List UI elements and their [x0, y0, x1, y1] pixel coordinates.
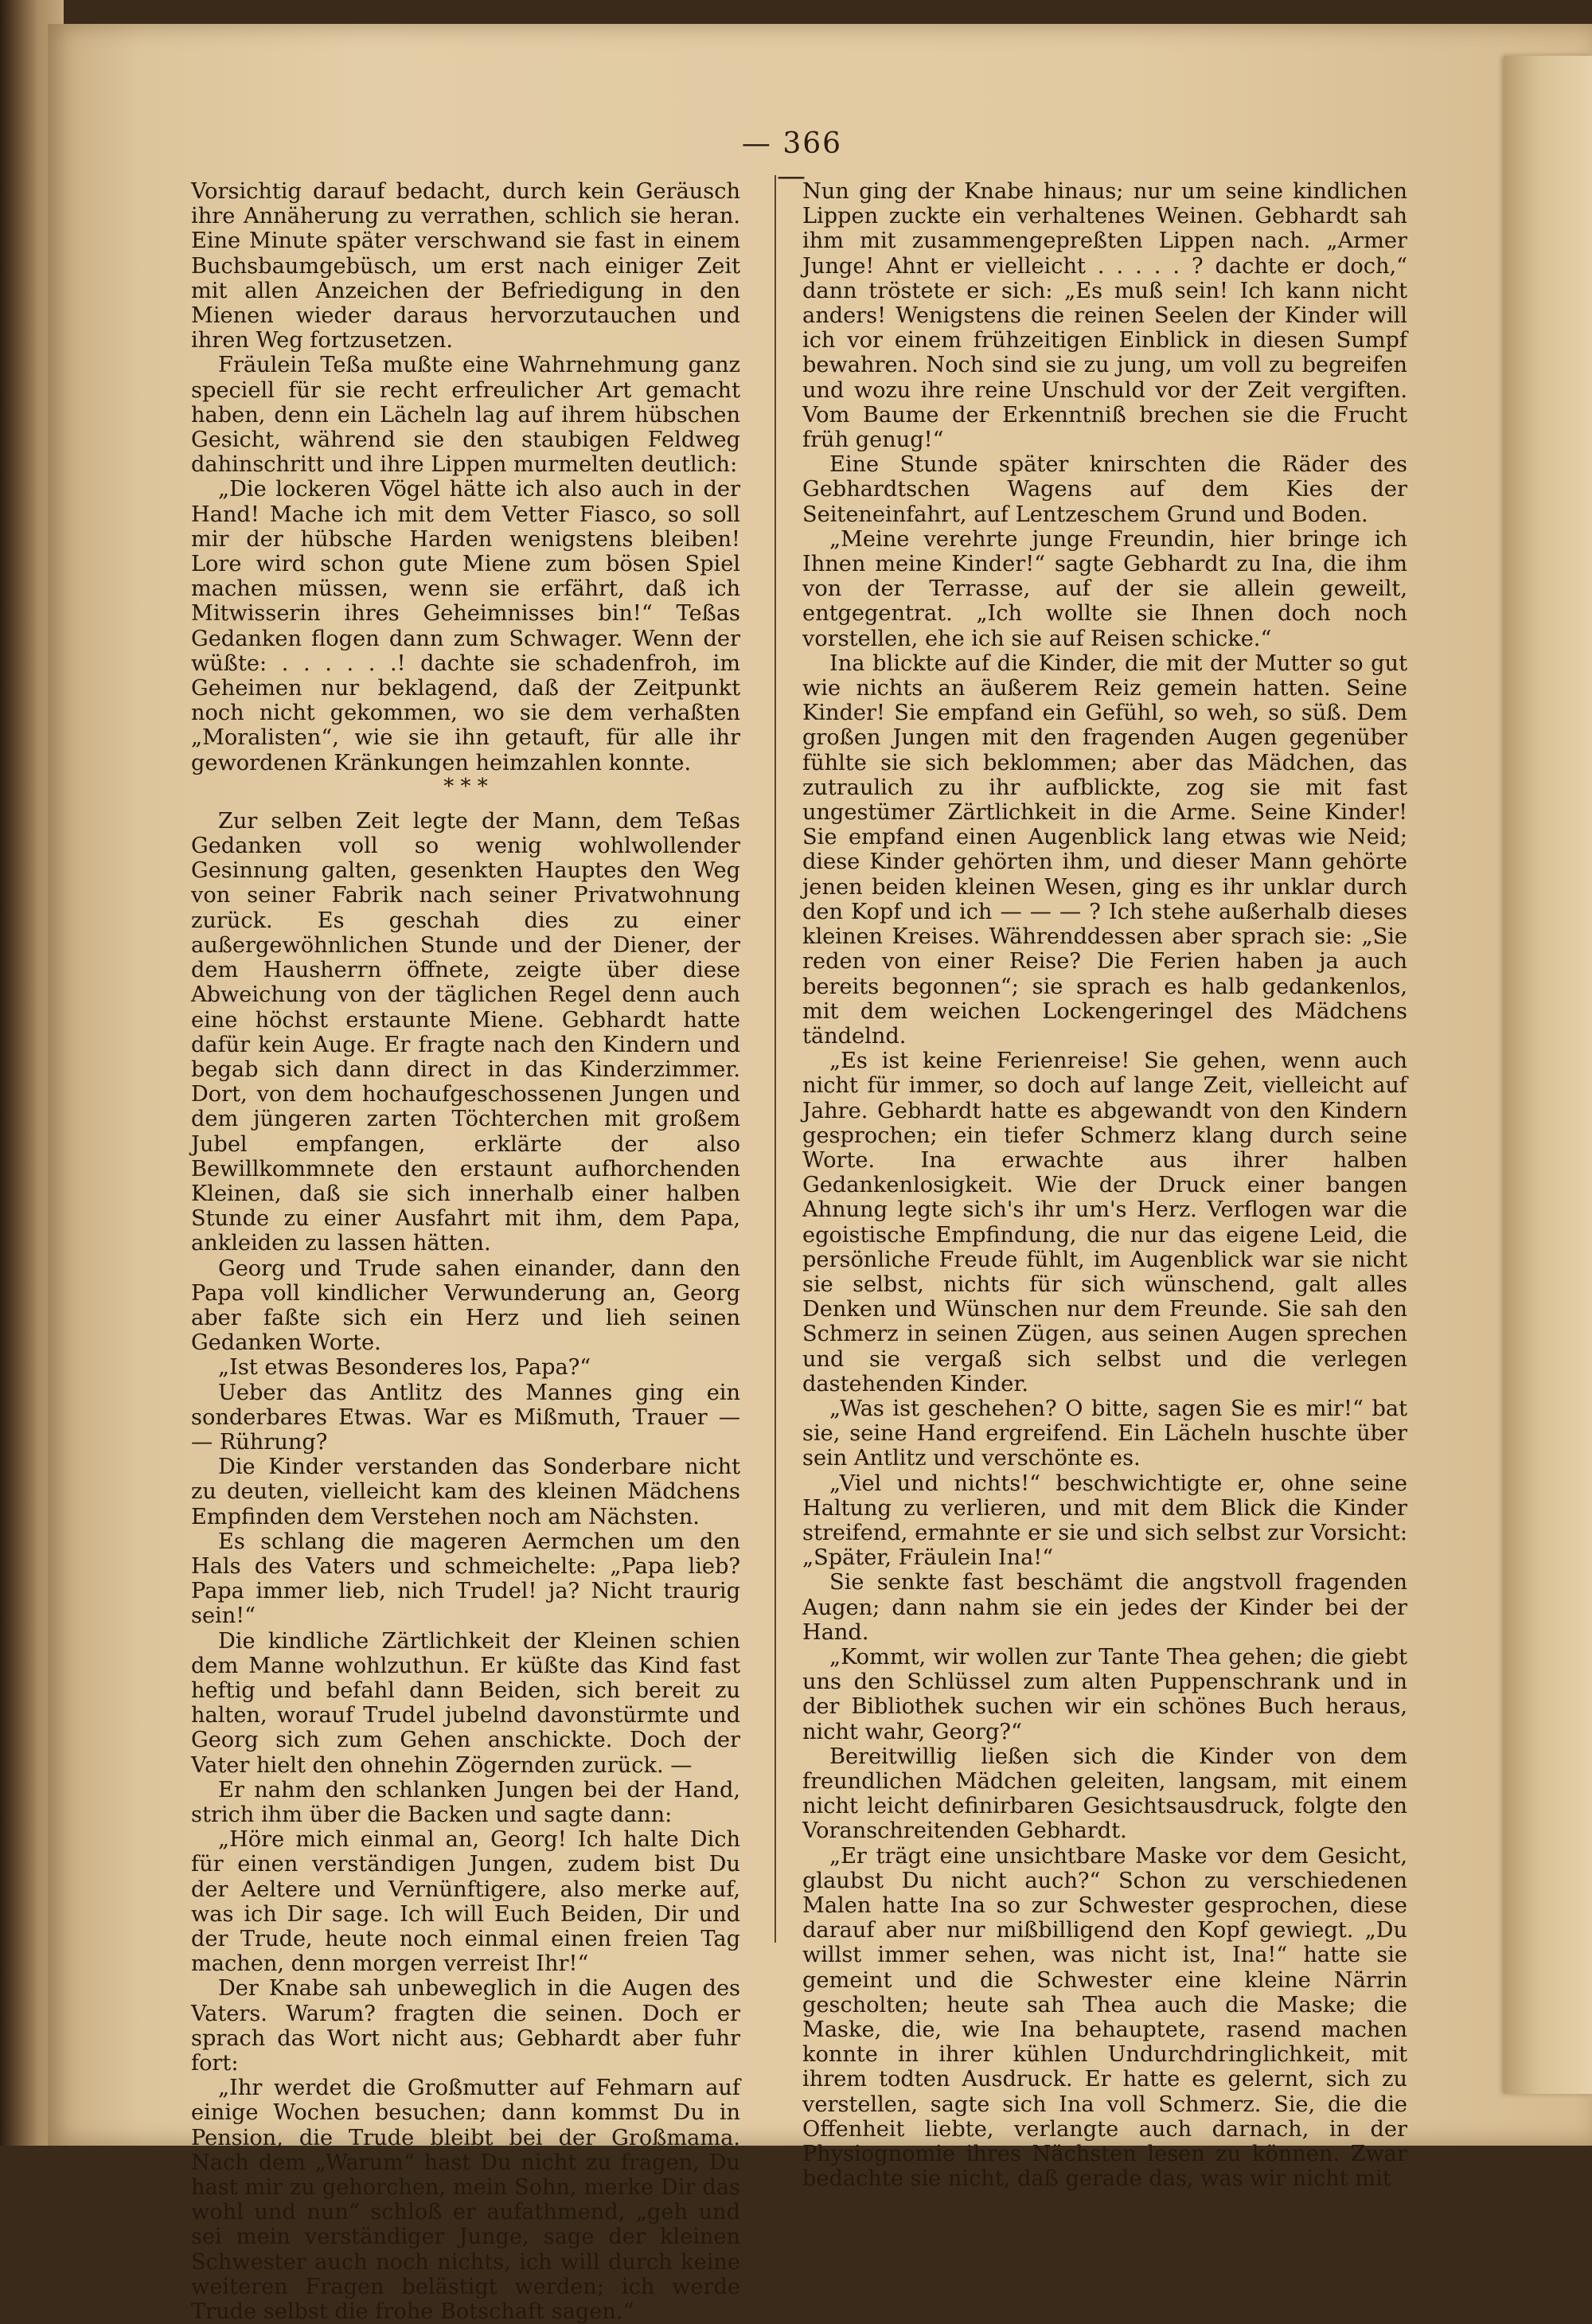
paragraph: Eine Stunde später knirschten die Räder des Gebhardtschen Wagens auf dem Kies der Seiteneinfahrt, auf Lentzeschem Grund und Boden. [802, 452, 1407, 527]
page-number: — 366 — [741, 127, 843, 193]
paragraph: „Kommt, wir wollen zur Tante Thea gehen; die giebt uns den Schlüssel zum alten Puppenschrank und in der Bibliothek suchen wir ein schönes Buch heraus, nicht wahr, Georg?“ [802, 1644, 1407, 1744]
paragraph: Der Knabe sah unbeweglich in die Augen des Vaters. Warum? fragten die seinen. Doch er sprach das Wort nicht aus; Gebhardt aber fuhr fort: [191, 1976, 740, 2076]
next-page-edge [1504, 56, 1592, 2094]
paragraph: „Die lockeren Vögel hätte ich also auch in der Hand! Mache ich mit dem Vetter Fiasco, so soll mir der hübsche Harden wenigstens bleiben! Lore wird schon gute Miene zum bösen Spiel machen müssen, wenn sie erfährt, daß ich Mitwisserin ihres Geheimnisses bin!“ Teßas Gedanken flogen dann zum Schwager. Wenn der wüßte: . . . . . .! dachte sie schadenfroh, im Geheimen nur beklagend, daß der Zeitpunkt noch nicht gekommen, wo sie dem verhaßten „Moralisten“, wie sie ihn getauft, für alle ihr gewordenen Kränkungen heimzahlen konnte. [191, 477, 740, 775]
paragraph: Zur selben Zeit legte der Mann, dem Teßas Gedanken voll so wenig wohlwollender Gesinnung galten, gesenkten Hauptes den Weg von seiner Fabrik nach seiner Privatwohnung zurück. Es geschah dies zu einer außergewöhnlichen Stunde und der Diener, der dem Hausherrn öffnete, zeigte über diese Abweichung von der täglichen Regel denn auch eine höchst erstaunte Miene. Gebhardt hatte dafür kein Auge. Er fragte nach den Kindern und begab sich dann direct in das Kinderzimmer. Dort, von dem hochaufgeschossenen Jungen und dem jüngeren zarten Töchterchen mit großem Jubel empfangen, erklärte der also Bewillkommnete den erstaunt aufhorchenden Kleinen, daß sie sich innerhalb einer halben Stunde zu einer Ausfahrt mit ihm, dem Papa, ankleiden zu lassen hätten. [191, 808, 740, 1256]
paragraph: Bereitwillig ließen sich die Kinder von dem freundlichen Mädchen geleiten, langsam, mit einem nicht leicht definirbaren Gesichtsausdruck, folgte den Voranschreitenden Gebhardt. [802, 1744, 1407, 1844]
section-break [191, 774, 740, 799]
section-break-stars: * * * [443, 774, 488, 799]
paragraph: Sie senkte fast beschämt die angstvoll fragenden Augen; dann nahm sie ein jedes der Kinder bei der Hand. [802, 1570, 1407, 1645]
paragraph: „Höre mich einmal an, Georg! Ich halte Dich für einen verständigen Jungen, zudem bist Du der Aeltere und Vernünftigere, also merke auf, was ich Dir sage. Ich will Euch Beiden, Dir und der Trude, heute noch einmal einen freien Tag machen, denn morgen verreist Ihr!“ [191, 1827, 740, 1977]
column-divider [775, 175, 776, 1943]
paragraph: Die kindliche Zärtlichkeit der Kleinen schien dem Manne wohlzuthun. Er küßte das Kind fast heftig und befahl dann Beiden, sich bereit zu halten, worauf Trudel jubelnd davonstürmte und Georg sich zum Gehen anschickte. Doch der Vater hielt den ohnehin Zögernden zurück. — [191, 1628, 740, 1778]
paragraph: Die Kinder verstanden das Sonderbare nicht zu deuten, vielleicht kam des kleinen Mädchens Empfinden dem Verstehen noch am Nächsten. [191, 1455, 740, 1529]
paragraph: „Es ist keine Ferienreise! Sie gehen, wenn auch nicht für immer, so doch auf lange Zeit, vielleicht auf Jahre. Gebhardt hatte es abgewandt von den Kindern gesprochen; ein tiefer Schmerz klang durch seine Worte. Ina erwachte aus ihrer halben Gedankenlosigkeit. Wie der Druck einer bangen Ahnung legte sich's ihr um's Herz. Verflogen war die egoistische Empfindung, die nur das eigene Leid, die persönliche Freude fühlt, im Augenblick war sie nicht sie selbst, nichts für sich wünschend, galt alles Denken und Wünschen nur dem Freunde. Sie sah den Schmerz in seinen Zügen, aus seinen Augen sprechen und sie vergaß sich selbst und die verlegen dastehenden Kinder. [802, 1049, 1407, 1396]
paragraph: „Was ist geschehen? O bitte, sagen Sie es mir!“ bat sie, seine Hand ergreifend. Ein Lächeln huschte über sein Antlitz und verschönte es. [802, 1396, 1407, 1471]
left-column [191, 179, 740, 2324]
paragraph: Vorsichtig darauf bedacht, durch kein Geräusch ihre Annäherung zu verrathen, schlich sie heran. Eine Minute später verschwand sie fast in einem Buchsbaumgebüsch, um erst nach einiger Zeit mit allen Anzeichen der Befriedigung in den Mienen wieder daraus hervorzutauchen und ihren Weg fortzusetzen. [191, 179, 740, 353]
right-column [802, 179, 1407, 2191]
paragraph: Nun ging der Knabe hinaus; nur um seine kindlichen Lippen zuckte ein verhaltenes Weinen. Gebhardt sah ihm mit zusammengepreßten Lippen nach. „Armer Junge! Ahnt er vielleicht . . . . . ? dachte er doch,“ dann tröstete er sich: „Es muß sein! Ich kann nicht anders! Wenigstens die reinen Seelen der Kinder will ich vor einem frühzeitigen Einblick in diesen Sumpf bewahren. Noch sind sie zu jung, um voll zu begreifen und wozu ihre reine Unschuld vor der Zeit vergiften. Vom Baume der Erkenntniß brechen sie die Frucht früh genug!“ [802, 179, 1407, 453]
paragraph: Es schlang die mageren Aermchen um den Hals des Vaters und schmeichelte: „Papa lieb? Papa immer lieb, nich Trudel! ja? Nicht traurig sein!“ [191, 1529, 740, 1629]
paragraph: Ina blickte auf die Kinder, die mit der Mutter so gut wie nichts an äußerem Reiz gemein hatten. Seine Kinder! Sie empfand ein Gefühl, so weh, so süß. Dem großen Jungen mit den fragenden Augen gegenüber fühlte sie sich beklommen; aber das Mädchen, das zutraulich zu ihr aufblickte, zog sie mit fast ungestümer Zärtlichkeit in die Arme. Seine Kinder! Sie empfand einen Augenblick lang etwas wie Neid; diese Kinder gehörten ihm, und dieser Mann gehörte jenen beiden kleinen Wesen, ging es ihr unklar durch den Kopf und ich — — — ? Ich stehe außerhalb dieses kleinen Kreises. Währenddessen aber sprach sie: „Sie reden von einer Reise? Die Ferien haben ja auch bereits begonnen“; sie sprach es halb gedankenlos, mit dem weichen Lockengeringel des Mädchens tändelnd. [802, 650, 1407, 1049]
paragraph: „Meine verehrte junge Freundin, hier bringe ich Ihnen meine Kinder!“ sagte Gebhardt zu Ina, die ihm von der Terrasse, auf der sie allein geweilt, entgegentrat. „Ich wollte sie Ihnen doch noch vorstellen, ehe ich sie auf Reisen schicke.“ [802, 526, 1407, 651]
paragraph: Er nahm den schlanken Jungen bei der Hand, strich ihm über die Backen und sagte dann: [191, 1777, 740, 1827]
paragraph: „Viel und nichts!“ beschwichtigte er, ohne seine Haltung zu verlieren, und mit dem Blick die Kinder streifend, ermahnte er sie und sich selbst zur Vorsicht: „Später, Fräulein Ina!“ [802, 1471, 1407, 1571]
paragraph: „Ist etwas Besonderes los, Papa?“ [218, 1355, 591, 1381]
paragraph: Georg und Trude sahen einander, dann den Papa voll kindlicher Verwunderung an, Georg aber faßte sich ein Herz und lieh seinen Gedanken Worte. [191, 1256, 740, 1356]
paragraph: „Ihr werdet die Großmutter auf Fehmarn auf einige Wochen besuchen; dann kommst Du in Pension, die Trude bleibt bei der Großmama. Nach dem „Warum“ hast Du nicht zu fragen, Du hast mir zu gehorchen, mein Sohn, merke Dir das wohl und nun“ schloß er aufathmend, „geh und sei mein verständiger Junge, sage der kleinen Schwester auch noch nichts, ich will durch keine weiteren Fragen belästigt werden; ich werde Trude selbst die frohe Botschaft sagen.“ [191, 2076, 740, 2324]
paragraph: „Er trägt eine unsichtbare Maske vor dem Gesicht, glaubst Du nicht auch?“ Schon zu verschiedenen Malen hatte Ina so zur Schwester gesprochen, diese darauf aber nur mißbilligend den Kopf gewiegt. „Du willst immer sehen, was nicht ist, Ina!“ hatte sie gemeint und die Schwester eine kleine Närrin gescholten; heute sah Thea auch die Maske; die Maske, die, wie Ina behauptete, rasend machen konnte in ihrer kühlen Undurchdringlichkeit, mit ihrem todten Ausdruck. Er hatte es gelernt, sich zu verstellen, sagte sich Ina voll Schmerz. Sie, die die Offenheit liebte, verlangte auch darnach, in der Physiognomie ihres Nächsten lesen zu können. Zwar bedachte sie nicht, daß gerade das, was wir nicht mit [802, 1843, 1407, 2192]
paragraph: Fräulein Teßa mußte eine Wahrnehmung ganz speciell für sie recht erfreulicher Art gemacht haben, denn ein Lächeln lag auf ihrem hübschen Gesicht, während sie den staubigen Feldweg dahinschritt und ihre Lippen murmelten deutlich: [191, 353, 740, 478]
paragraph: Ueber das Antlitz des Mannes ging ein sonderbares Etwas. War es Mißmuth, Trauer — — Rührung? [191, 1380, 740, 1455]
